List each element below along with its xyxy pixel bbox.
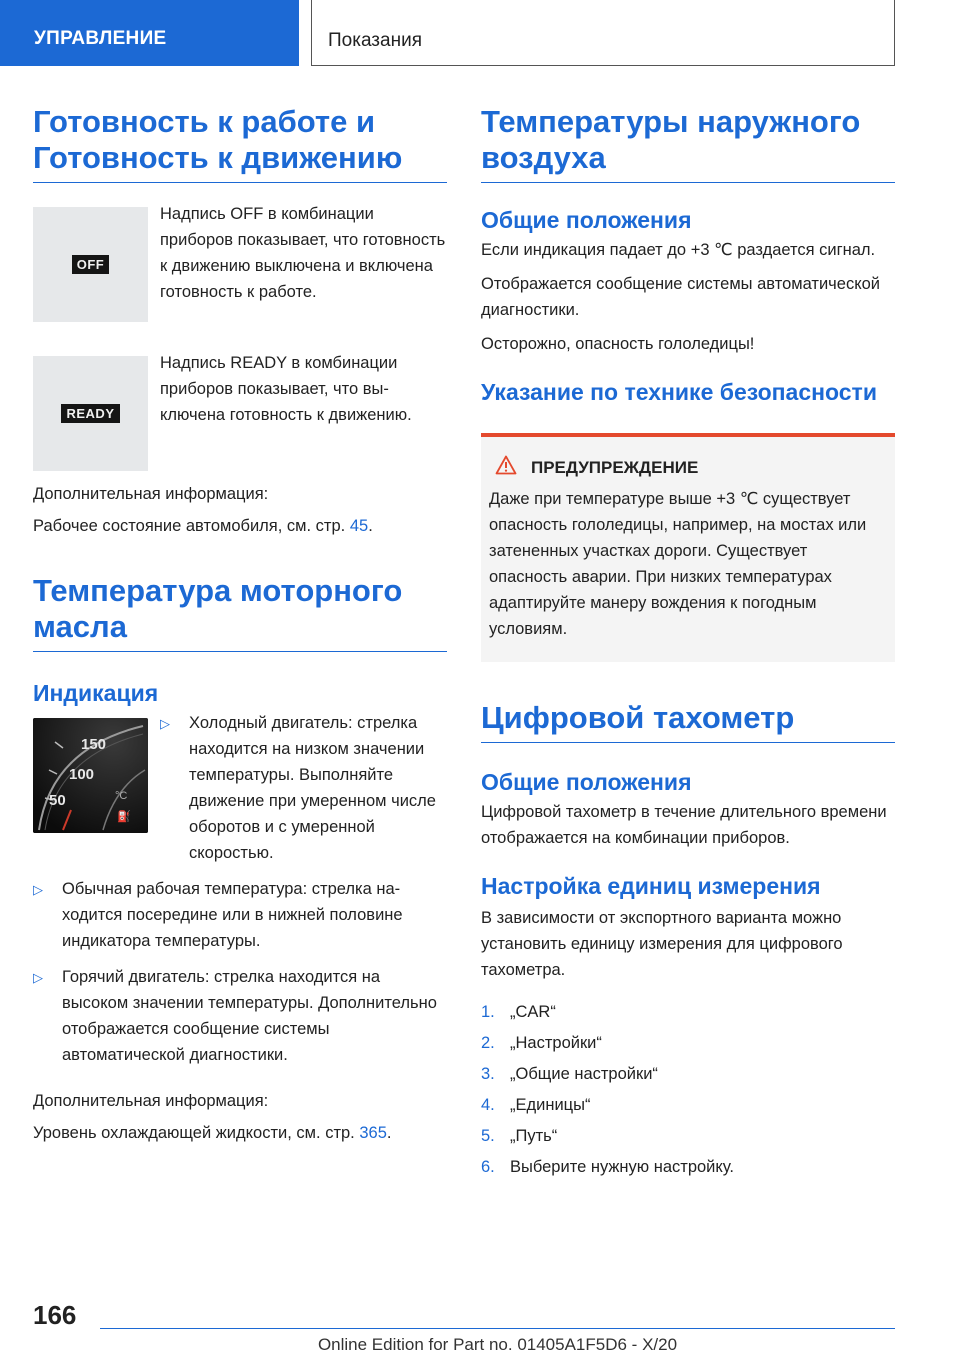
page-number: 166	[33, 1300, 77, 1330]
subheading-units: Настройка единиц измерения	[481, 873, 821, 899]
step-text: „Общие настройки“	[510, 1065, 658, 1083]
bullet-text-cold: Холодный двигатель: стрелка находится на низком значении температуры. Выполняйте движение при умеренном числе оборотов и с умеренной скоростью.	[189, 714, 436, 862]
bullet-first-wrap	[160, 710, 447, 866]
step-number: 4.	[481, 1096, 495, 1114]
bullet-item-normal	[33, 876, 447, 954]
section-title: Показания	[311, 0, 895, 66]
bullet-item-hot	[33, 964, 447, 1068]
step-number: 5.	[481, 1127, 495, 1145]
off-display-image	[33, 207, 148, 322]
paragraph-signal: Если индикация падает до +3 ℃ раздается сигнал.	[481, 241, 876, 259]
left-column	[33, 104, 447, 1146]
more-info-label-1: Дополнительная информация:	[33, 485, 269, 503]
chapter-tab[interactable]: УПРАВЛЕНИЕ	[0, 0, 299, 66]
step-item	[481, 1123, 895, 1149]
ref-end-2: .	[386, 1124, 392, 1142]
ready-display-image	[33, 356, 148, 471]
oil-can-icon: ⛽	[117, 811, 131, 823]
heading-outside-temperature: Температуры наружного воздуха	[481, 104, 895, 183]
paragraph-ice-danger: Осторожно, опасность гололедицы!	[481, 335, 755, 353]
gauge-tick-150: 150	[81, 736, 107, 753]
warning-header	[489, 455, 879, 480]
heading-readiness: Готовность к работе и Готовность к движению	[33, 104, 447, 183]
page-link-365[interactable]: 365	[359, 1124, 387, 1142]
gauge-tick-100: 100	[69, 766, 95, 783]
paragraph-units: В зависимости от экспортного варианта можно установить единицу измерения для цифрового тахометра.	[481, 909, 843, 979]
warning-text: Даже при температуре выше +3 ℃ существует опасность гололедицы, например, на мостах или затененных участках дороги. Существует опасность аварии. При низких температурах адаптируйте манеру вождения к погодным условиям.	[489, 490, 867, 638]
subheading-indication: Индикация	[33, 680, 159, 706]
heading-digital-tachometer: Цифровой тахометр	[481, 700, 895, 743]
step-item	[481, 1061, 895, 1087]
off-description: Надпись OFF в комбинации приборов показывает, что готовность к движению выключена и включена готовность к работе.	[160, 205, 446, 301]
step-item	[481, 999, 895, 1025]
gauge-row	[33, 714, 447, 866]
step-text: „Путь“	[510, 1127, 558, 1145]
step-item	[481, 1154, 895, 1180]
ref-text-2: Уровень охлаждающей жидкости, см. стр.	[33, 1124, 355, 1142]
paragraph-tachometer: Цифровой тахометр в течение длительного времени отображается на комбинации приборов.	[481, 803, 887, 847]
step-number: 3.	[481, 1065, 495, 1083]
ready-row	[33, 356, 447, 471]
step-number: 1.	[481, 1003, 495, 1021]
step-text: „CAR“	[510, 1003, 556, 1021]
bullet-item-cold	[160, 710, 447, 866]
heading-oil-temperature: Температура моторного масла	[33, 573, 447, 652]
right-column	[481, 104, 895, 1185]
gauge-unit-label: °C	[115, 790, 128, 802]
cross-reference-2	[33, 1120, 447, 1146]
ready-indicator: READY	[61, 404, 119, 423]
page-header	[0, 0, 960, 68]
step-number: 6.	[481, 1158, 495, 1176]
footer-divider	[100, 1328, 895, 1329]
bullet-text-normal: Обычная рабочая температура: стрелка находится посередине или в нижней половине индикатора температуры.	[62, 880, 403, 950]
oil-temperature-gauge-image	[33, 718, 148, 833]
step-text: „Единицы“	[510, 1096, 591, 1114]
gauge-tick-50: 50	[49, 792, 66, 809]
more-info-label-2: Дополнительная информация:	[33, 1092, 269, 1110]
ref-text-1: Рабочее состояние автомобиля, см. стр.	[33, 517, 346, 535]
step-item	[481, 1030, 895, 1056]
triangle-bullet-icon: ▷	[33, 970, 43, 985]
step-item	[481, 1092, 895, 1118]
triangle-bullet-icon: ▷	[160, 716, 170, 731]
bullet-text-hot: Горячий двигатель: стрелка находится на высоком значении температуры. Дополнительно отображается сообщение системы автоматической диагностики.	[62, 968, 437, 1064]
off-indicator: OFF	[72, 255, 110, 274]
ref-end-1: .	[368, 517, 373, 535]
paragraph-diagnostic: Отображается сообщение системы автоматической диагностики.	[481, 275, 880, 319]
warning-title: ПРЕДУПРЕЖДЕНИЕ	[531, 457, 699, 477]
cross-reference-1	[33, 513, 447, 539]
page-link-45[interactable]: 45	[349, 517, 369, 535]
subheading-general-2: Общие положения	[481, 769, 692, 795]
warning-triangle-icon	[495, 455, 517, 480]
ready-description: Надпись READY в комбинации приборов показывает, что выключена готовность к движению.	[160, 354, 412, 424]
step-text: „Настройки“	[510, 1034, 602, 1052]
step-text: Выберите нужную настройку.	[510, 1158, 734, 1176]
off-row	[33, 207, 447, 322]
subheading-general-1: Общие положения	[481, 207, 692, 233]
settings-steps-list	[481, 999, 895, 1180]
subheading-safety: Указание по технике безопасности	[481, 379, 877, 405]
warning-box	[481, 433, 895, 662]
step-number: 2.	[481, 1034, 495, 1052]
triangle-bullet-icon: ▷	[33, 882, 43, 897]
edition-note: Online Edition for Part no. 01405A1F5D6 - X/20	[317, 1335, 678, 1354]
